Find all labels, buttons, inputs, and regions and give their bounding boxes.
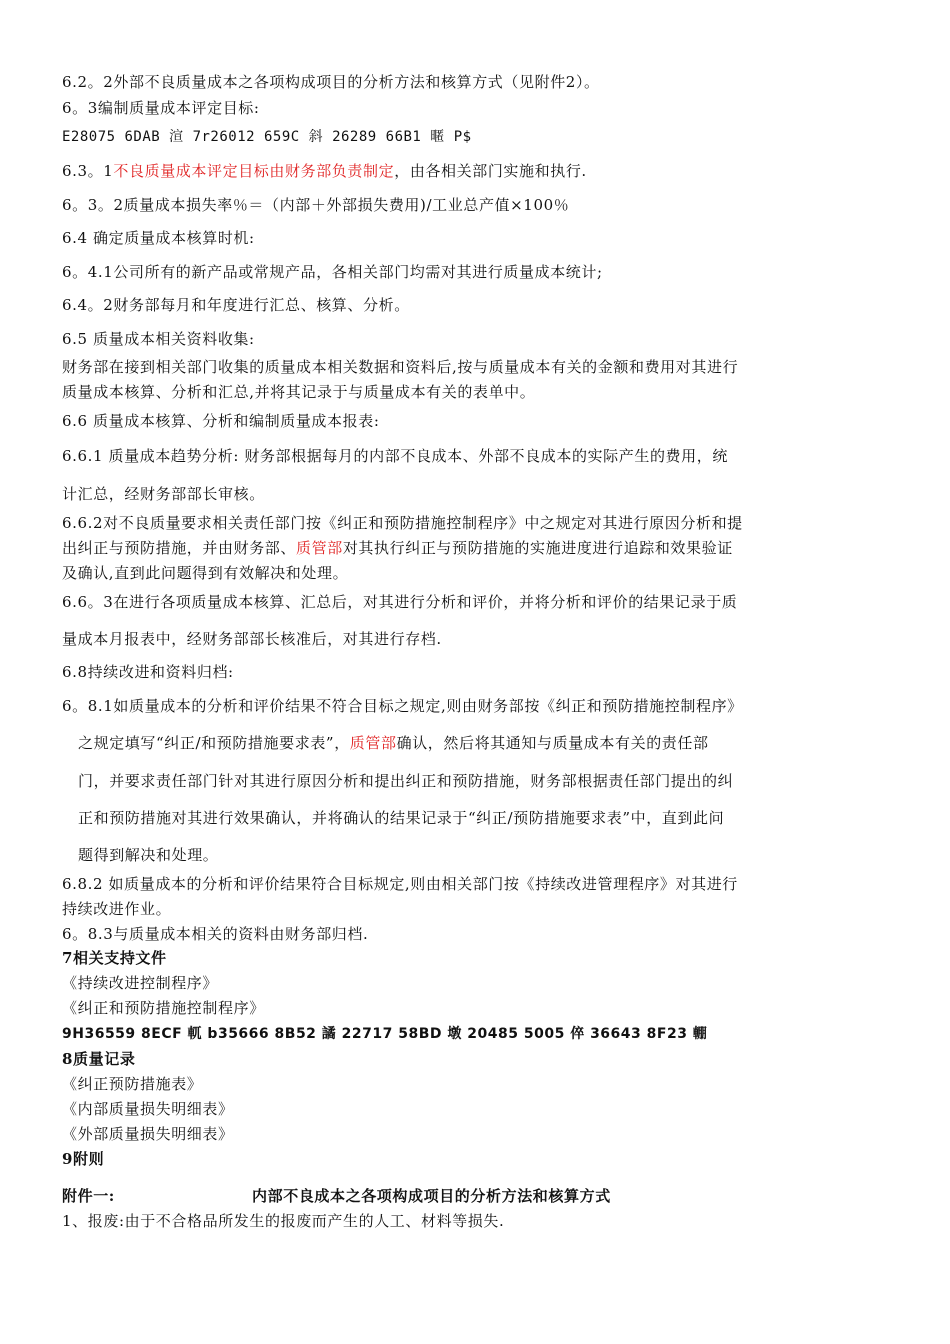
highlighted-text: 质管部 — [349, 734, 397, 752]
text-line-6-4-1: 6。4.1公司所有的新产品或常规产品，各相关部门均需对其进行质量成本统计; — [62, 263, 603, 281]
text-line-6-8-1-b — [78, 733, 709, 753]
text-line-6-6-3-b: 量成本月报表中，经财务部部长核准后，对其进行存档. — [62, 630, 442, 648]
text-line-6-6-2-a: 6.6.2对不良质量要求相关责任部门按《纠正和预防措施控制程序》中之规定对其进行原因分析和提 — [62, 514, 743, 532]
clause-text: ，由各相关部门实施和执行. — [394, 162, 587, 180]
clause-number: 6.3。1 — [62, 162, 114, 180]
text-line-6-8-1-d: 正和预防措施对其进行效果确认，并将确认的结果记录于“纠正/预防措施要求表”中，直到此问 — [78, 809, 725, 827]
highlighted-text: 质管部 — [296, 539, 343, 557]
text-line-6-6-1-a: 6.6.1 质量成本趋势分析: 财务部根据每月的内部不良成本、外部不良成本的实际产生的费用，统 — [62, 447, 728, 465]
heading-6-8: 6.8持续改进和资料归档: — [62, 663, 234, 681]
section-heading-8: 8质量记录 — [62, 1050, 136, 1068]
appendix-1-title: 内部不良成本之各项构成项目的分析方法和核算方式 — [252, 1187, 611, 1205]
text-line-6-8-1-e: 题得到解决和处理。 — [78, 846, 219, 864]
text-line-6-5-b: 质量成本核算、分析和汇总,并将其记录于与质量成本有关的表单中。 — [62, 383, 536, 401]
text-line-6-8-2-b: 持续改进作业。 — [62, 900, 172, 918]
garbled-code-line: 9H36559 8ECF 軏 b35666 8B52 譎 22717 58BD 墩 20485 5005 倅 36643 8F23 輣 — [62, 1026, 708, 1042]
text-line-scrap: 1、报废:由于不合格品所发生的报废而产生的人工、材料等损失. — [62, 1212, 505, 1230]
text-line-6-8-2-a: 6.8.2 如质量成本的分析和评价结果符合目标规定,则由相关部门按《持续改进管理程序》对其进行 — [62, 875, 738, 893]
text-line-6-4-2: 6.4。2财务部每月和年度进行汇总、核算、分析。 — [62, 296, 410, 314]
text-line-6-6-3-a: 6.6。3在进行各项质量成本核算、汇总后，对其进行分析和评价，并将分析和评价的结果记录于质 — [62, 593, 738, 611]
highlighted-text: 不良质量成本评定目标由财务部负责制定 — [113, 162, 395, 180]
text-line-6-8-3: 6。8.3与质量成本相关的资料由财务部归档. — [62, 925, 369, 943]
text-line-6-6-2-c: 及确认,直到此问题得到有效解决和处理。 — [62, 564, 349, 582]
clause-text: 之规定填写“纠正/和预防措施要求表”， — [78, 734, 350, 752]
heading-6-4: 6.4 确定质量成本核算时机: — [62, 229, 255, 247]
record-corrective-form: 《纠正预防措施表》 — [62, 1075, 203, 1093]
section-heading-7: 7相关支持文件 — [62, 949, 167, 967]
text-line-6-3-1 — [62, 161, 587, 181]
text-line-6-6-1-b: 计汇总，经财务部部长审核。 — [62, 485, 265, 503]
doc-ref-continuous-improvement: 《持续改进控制程序》 — [62, 974, 219, 992]
heading-6-3: 6。3编制质量成本评定目标: — [62, 99, 260, 117]
record-internal-loss: 《内部质量损失明细表》 — [62, 1100, 234, 1118]
text-line-6-8-1-a: 6。8.1如质量成本的分析和评价结果不符合目标之规定,则由财务部按《纠正和预防措施控制程序》 — [62, 697, 743, 715]
record-external-loss: 《外部质量损失明细表》 — [62, 1125, 234, 1143]
text-line-6-8-1-c: 门，并要求责任部门针对其进行原因分析和提出纠正和预防措施，财务部根据责任部门提出的纠 — [78, 772, 734, 790]
heading-6-6: 6.6 质量成本核算、分析和编制质量成本报表: — [62, 412, 380, 430]
heading-6-5: 6.5 质量成本相关资料收集: — [62, 330, 255, 348]
clause-text: 确认，然后将其通知与质量成本有关的责任部 — [396, 734, 709, 752]
section-heading-9: 9附则 — [62, 1150, 105, 1168]
garbled-code-line: E28075 6DAB 渲 7r26012 659C 斜 26289 66B1 暱 P$ — [62, 129, 472, 145]
text-line-6-2-2: 6.2。2外部不良质量成本之各项构成项目的分析方法和核算方式（见附件2）。 — [62, 73, 600, 91]
clause-text: 出纠正与预防措施，并由财务部、 — [62, 539, 297, 557]
text-line-6-6-2-b — [62, 538, 733, 558]
text-line-6-3-2: 6。3。2质量成本损失率％＝（内部＋外部损失费用)/工业总产值×100％ — [62, 196, 570, 214]
text-line-6-5-a: 财务部在接到相关部门收集的质量成本相关数据和资料后,按与质量成本有关的金额和费用对其进行 — [62, 358, 739, 376]
appendix-1-label: 附件一: — [62, 1187, 115, 1205]
doc-ref-corrective-action: 《纠正和预防措施控制程序》 — [62, 999, 265, 1017]
clause-text: 对其执行纠正与预防措施的实施进度进行追踪和效果验证 — [342, 539, 733, 557]
